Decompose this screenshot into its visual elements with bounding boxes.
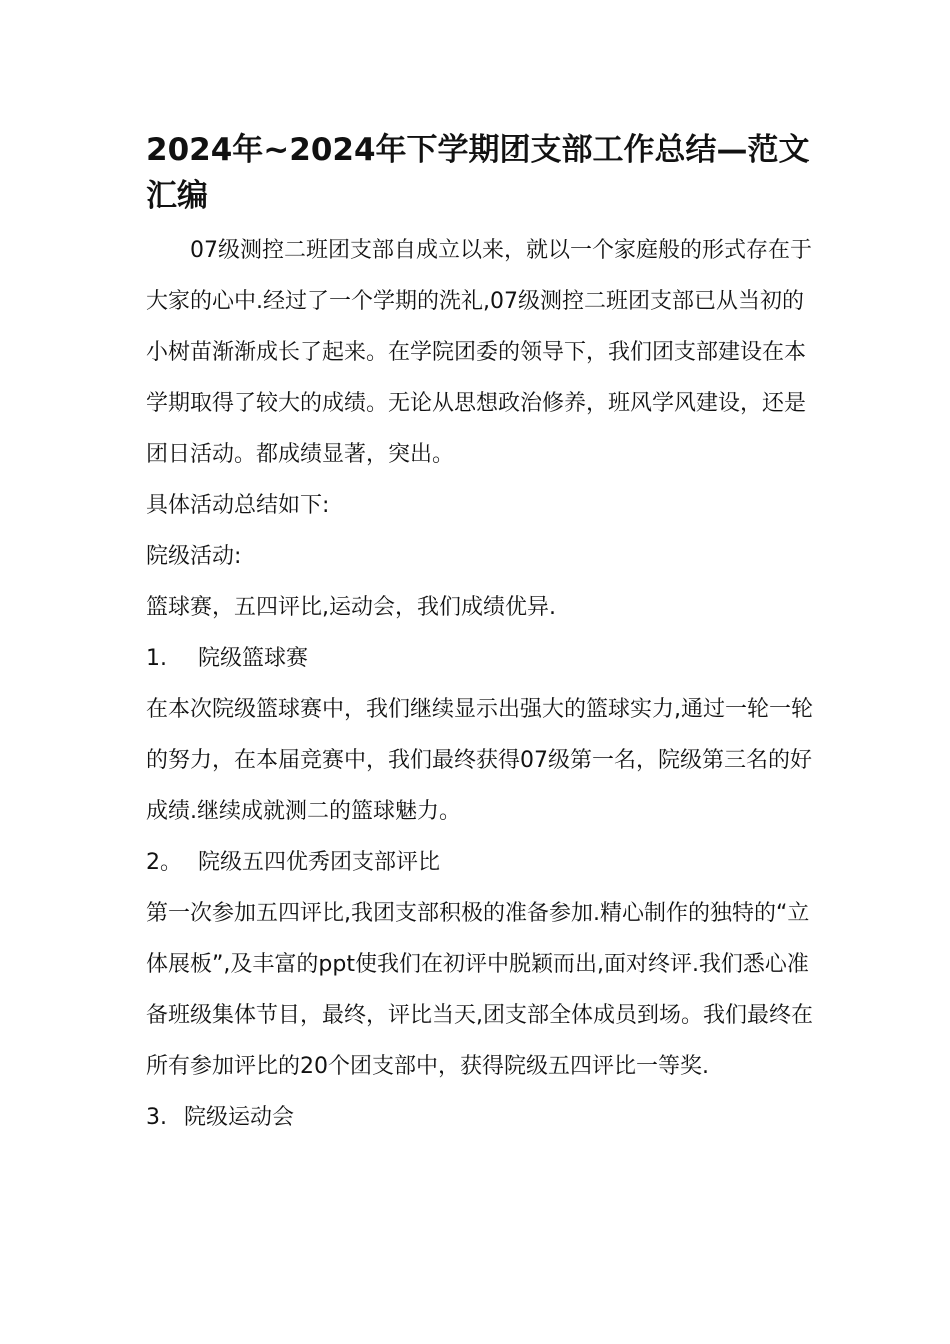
item-heading-text: 院级篮球赛 <box>198 646 309 671</box>
item-heading-text: 院级五四优秀团支部评比 <box>198 850 441 875</box>
intro-paragraph: 07级测控二班团支部自成立以来，就以一个家庭般的形式存在于大家的心中.经过了一个学期的洗礼,07级测控二班团支部已从当初的小树苗渐渐成长了起来。在学院团委的领导下，我们团支部建设在本学期取得了较大的成绩。无论从思想政治修养，班风学风建设，还是团日活动。都成绩显著，突出。 <box>146 238 812 467</box>
college-activities-heading: 院级活动: <box>146 544 242 569</box>
item-number: 2。 <box>146 850 182 875</box>
item-number: 1. <box>146 646 167 671</box>
document-title: 2024年~2024年下学期团支部工作总结—范文汇编 <box>146 132 810 214</box>
item-2-body: 第一次参加五四评比,我团支部积极的准备参加.精心制作的独特的“立体展板”,及丰富的ppt使我们在初评中脱颖而出,面对终评.我们悉心准备班级集体节目，最终，评比当天,团支部全体成员到场。我们最终在所有参加评比的20个团支部中，获得院级五四评比一等奖. <box>146 901 813 1079</box>
item-2-heading <box>146 837 818 888</box>
item-heading-text: 院级运动会 <box>184 1105 295 1130</box>
item-1-body: 在本次院级篮球赛中，我们继续显示出强大的篮球实力,通过一轮一轮的努力，在本届竞赛中，我们最终获得07级第一名，院级第三名的好成绩.继续成就测二的篮球魅力。 <box>146 697 813 824</box>
item-3-heading <box>146 1092 818 1143</box>
document-body <box>146 225 818 1143</box>
item-1-heading <box>146 633 818 684</box>
college-activities-overview: 篮球赛，五四评比,运动会，我们成绩优异. <box>146 595 556 620</box>
item-number: 3. <box>146 1105 167 1130</box>
summary-intro: 具体活动总结如下: <box>146 493 330 518</box>
